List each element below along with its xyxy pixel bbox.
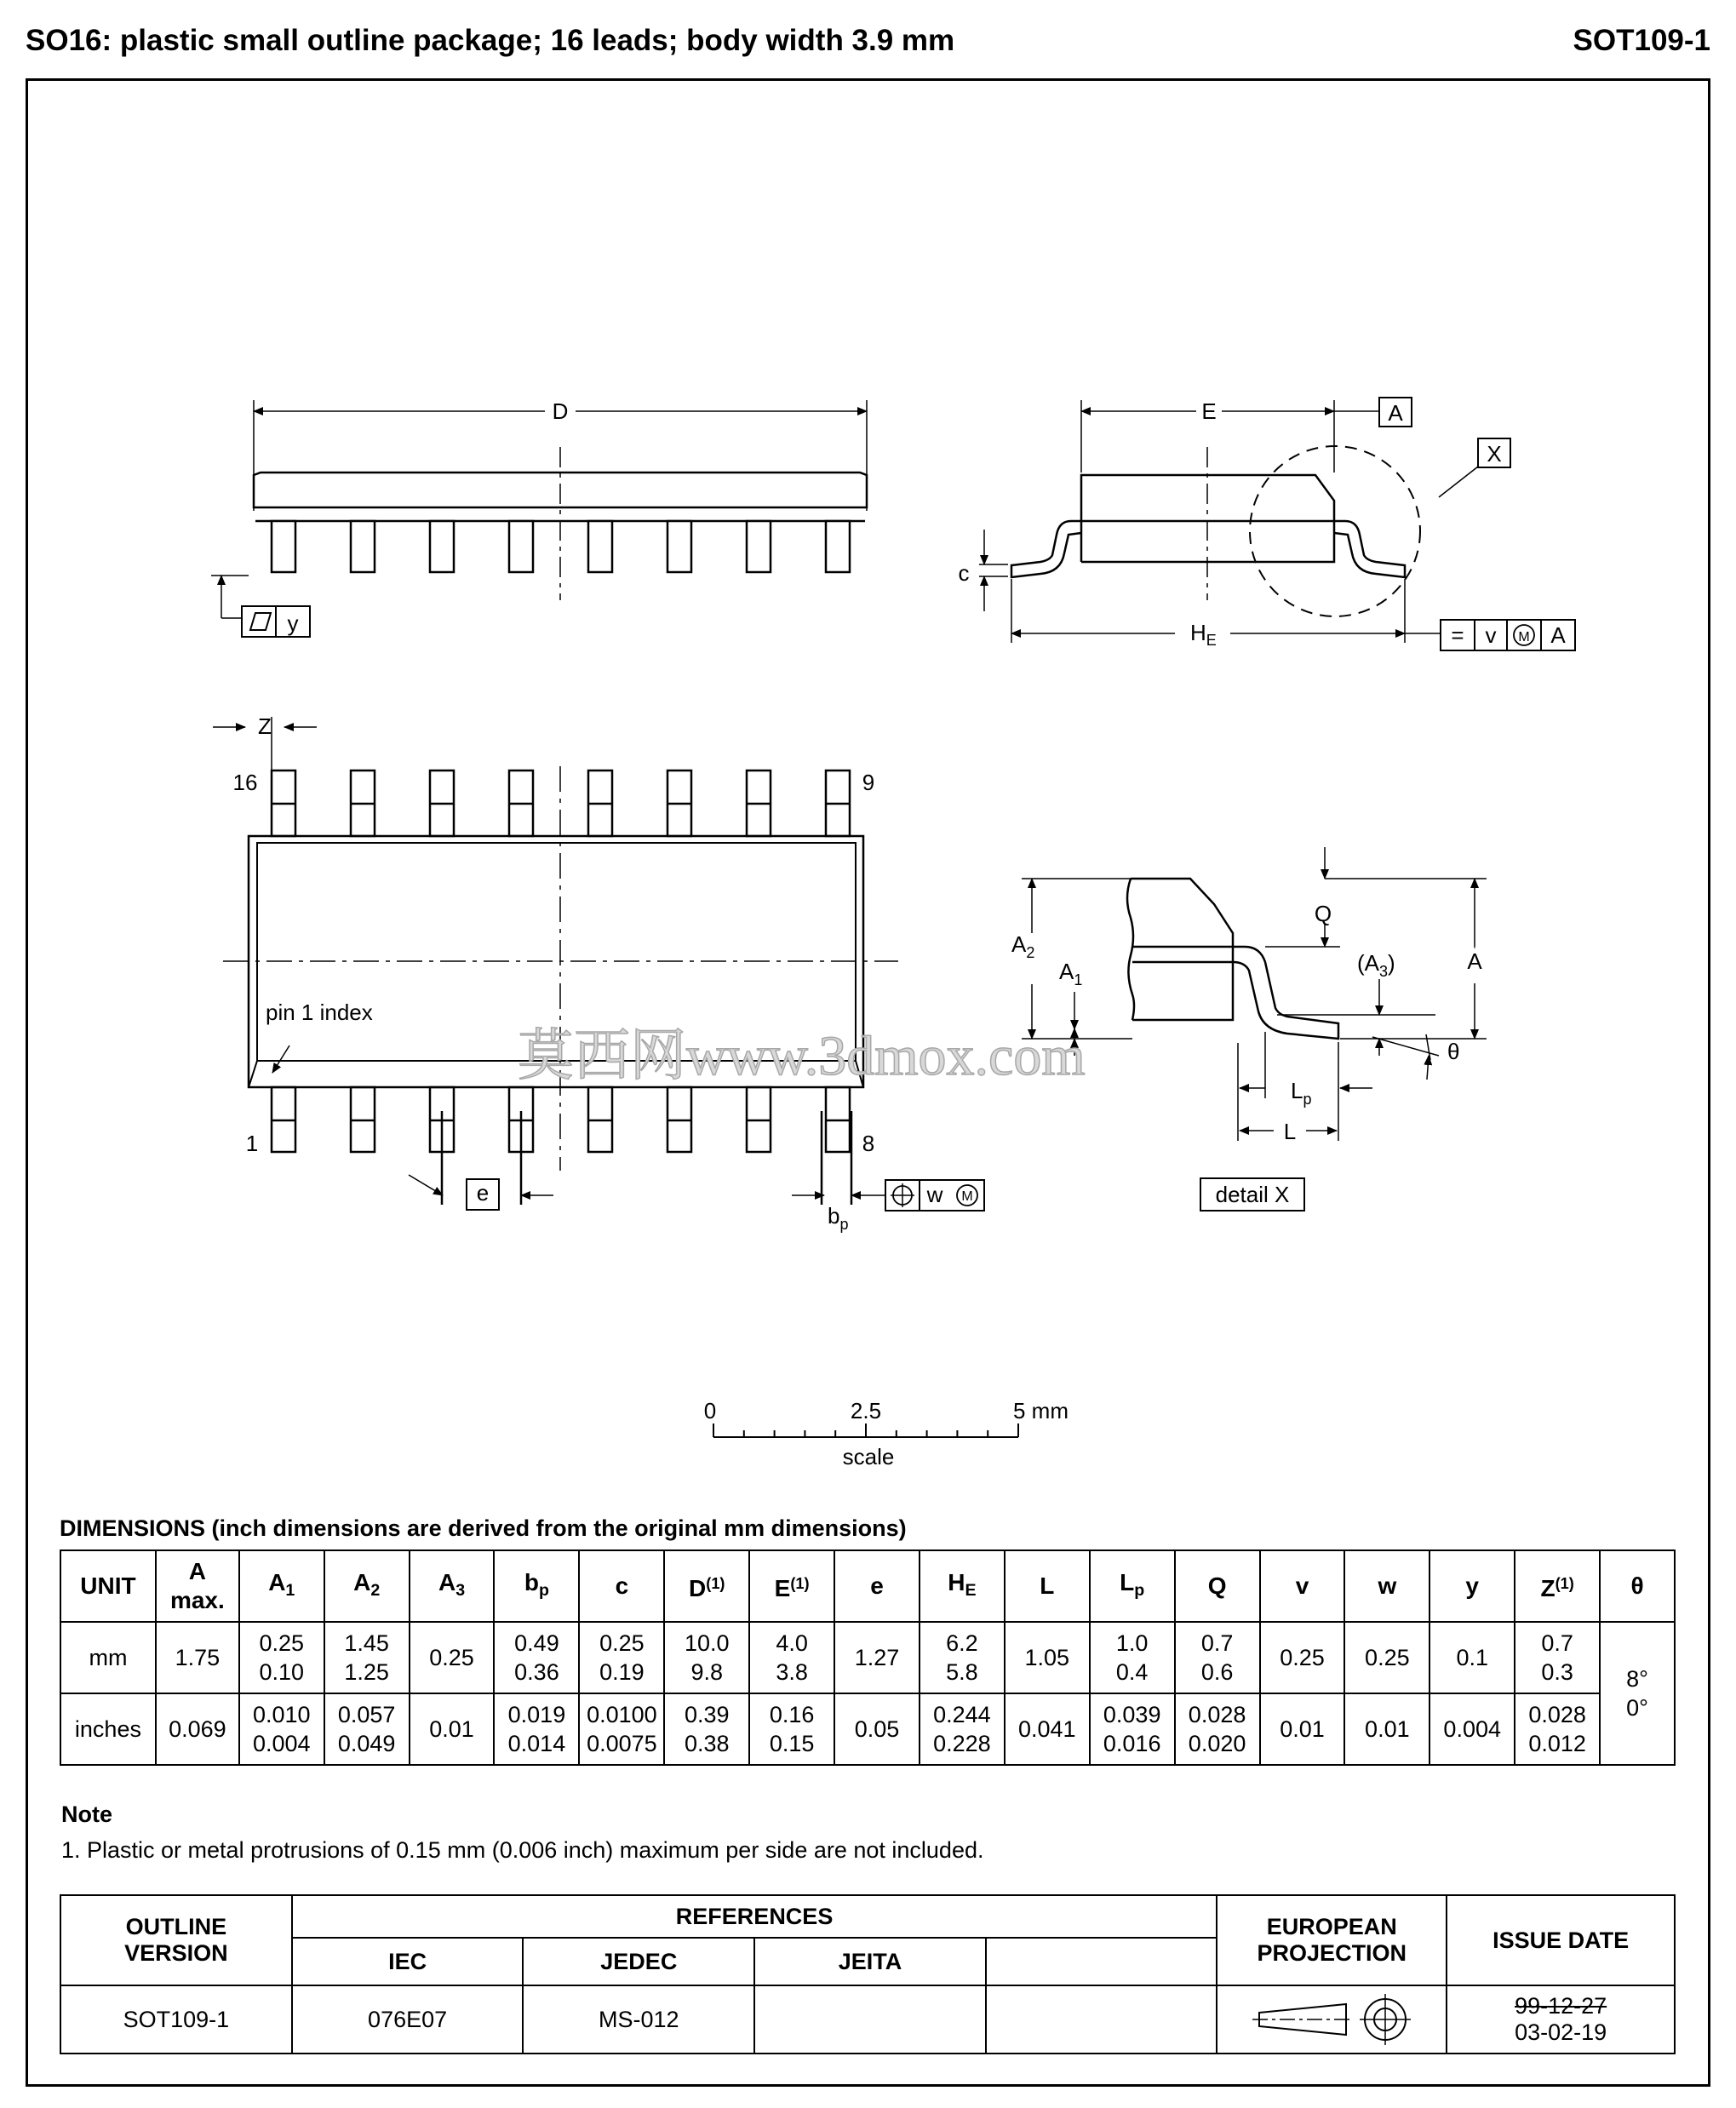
references-header: REFERENCES bbox=[292, 1895, 1217, 1938]
side-lead bbox=[588, 521, 612, 572]
dim-cell: 0.05 bbox=[834, 1693, 920, 1765]
dim-cell: 0.49 0.36 bbox=[494, 1622, 579, 1693]
jedec-header: JEDEC bbox=[523, 1938, 754, 1985]
detail-X-box-label: X bbox=[1487, 441, 1502, 467]
jeita-value bbox=[754, 1985, 986, 2054]
dim-cell: 0.01 bbox=[1344, 1693, 1429, 1765]
european-projection-symbol bbox=[1217, 1985, 1447, 2054]
end-view bbox=[979, 398, 1575, 650]
dim-header-15: w bbox=[1344, 1550, 1429, 1622]
scale-bar bbox=[713, 1423, 1018, 1437]
detail-x-label: detail X bbox=[1215, 1182, 1290, 1207]
scale-mid: 2.5 bbox=[850, 1398, 882, 1423]
v-frame-equal: = bbox=[1451, 622, 1464, 648]
dim-header-9: e bbox=[834, 1550, 920, 1622]
note-text: 1. Plastic or metal protrusions of 0.15 mm (0.006 inch) maximum per side are not included. bbox=[61, 1837, 984, 1863]
pin1-index-label: pin 1 index bbox=[266, 1000, 373, 1025]
reference-empty-value bbox=[986, 1985, 1217, 2054]
dim-cell: 0.01 bbox=[410, 1693, 495, 1765]
dim-cell: 0.028 0.012 bbox=[1515, 1693, 1600, 1765]
dim-cell: 1.05 bbox=[1005, 1622, 1090, 1693]
dim-cell: 0.16 0.15 bbox=[749, 1693, 834, 1765]
scale-zero: 0 bbox=[703, 1398, 717, 1423]
dim-D-label: D bbox=[552, 398, 569, 424]
projection-header: EUROPEAN PROJECTION bbox=[1217, 1895, 1447, 1985]
iec-value: 076E07 bbox=[292, 1985, 524, 2054]
v-frame-M: M bbox=[1518, 630, 1530, 644]
outline-version-value: SOT109-1 bbox=[60, 1985, 292, 2054]
dim-bp-label: $b_p$ bbox=[828, 1203, 849, 1233]
dimensions-title: DIMENSIONS (inch dimensions are derived from the original mm dimensions) bbox=[60, 1515, 907, 1541]
dim-Lp-label: $L_p$ bbox=[1291, 1078, 1312, 1108]
dim-unit: inches bbox=[60, 1693, 156, 1765]
side-lead bbox=[826, 521, 850, 572]
dim-cell: 1.27 bbox=[834, 1622, 920, 1693]
dim-row-0 bbox=[60, 1622, 1675, 1693]
dim-cell: 0.028 0.020 bbox=[1175, 1693, 1260, 1765]
dim-cell: 0.1 bbox=[1429, 1622, 1515, 1693]
side-lead bbox=[509, 521, 533, 572]
pin-1-label: 1 bbox=[245, 1131, 259, 1156]
jeita-header: JEITA bbox=[754, 1938, 986, 1985]
pitch-e-label: e bbox=[476, 1180, 490, 1206]
dim-Q-label: Q bbox=[1314, 901, 1332, 926]
dim-cell: 0.25 0.19 bbox=[579, 1622, 664, 1693]
v-frame-A: A bbox=[1550, 622, 1566, 648]
dim-theta-values: 8° 0° bbox=[1600, 1622, 1675, 1765]
dim-header-3: $A_2$ bbox=[324, 1550, 410, 1622]
dim-header-16: y bbox=[1429, 1550, 1515, 1622]
dim-cell: 0.244 0.228 bbox=[920, 1693, 1005, 1765]
dim-header-17: $Z^{(1)}$ bbox=[1515, 1550, 1600, 1622]
dim-cell: 0.004 bbox=[1429, 1693, 1515, 1765]
issue-date-value bbox=[1447, 1985, 1675, 2054]
dim-cell: 1.75 bbox=[156, 1622, 239, 1693]
dim-E-label: E bbox=[1201, 398, 1217, 424]
dim-header-6: c bbox=[579, 1550, 664, 1622]
dim-cell: 1.0 0.4 bbox=[1090, 1622, 1175, 1693]
dim-A1-label: $A_1$ bbox=[1059, 959, 1083, 988]
y-frame-label: y bbox=[287, 610, 299, 636]
side-lead bbox=[667, 521, 691, 572]
dim-header-11: L bbox=[1005, 1550, 1090, 1622]
dim-header-2: $A_1$ bbox=[239, 1550, 324, 1622]
dim-header-13: Q bbox=[1175, 1550, 1260, 1622]
note-heading: Note bbox=[61, 1802, 112, 1827]
w-frame-M: M bbox=[961, 1189, 973, 1204]
dim-cell: 0.25 0.10 bbox=[239, 1622, 324, 1693]
dim-header-18: θ bbox=[1600, 1550, 1675, 1622]
dimensions-header-row bbox=[60, 1550, 1675, 1622]
scale-end: 5 mm bbox=[1013, 1398, 1069, 1423]
side-lead bbox=[272, 521, 295, 572]
dim-header-0: UNIT bbox=[60, 1550, 156, 1622]
dim-cell: 0.25 bbox=[1344, 1622, 1429, 1693]
scale-label: scale bbox=[842, 1444, 895, 1469]
dim-header-8: $E^{(1)}$ bbox=[749, 1550, 834, 1622]
issue-date-header: ISSUE DATE bbox=[1447, 1895, 1675, 1985]
dim-header-1: A max. bbox=[156, 1550, 239, 1622]
dim-cell: 1.45 1.25 bbox=[324, 1622, 410, 1693]
side-lead bbox=[351, 521, 375, 572]
dim-cell: 0.7 0.3 bbox=[1515, 1622, 1600, 1693]
dim-header-4: $A_3$ bbox=[410, 1550, 495, 1622]
dim-header-14: v bbox=[1260, 1550, 1345, 1622]
angle-theta-label: θ bbox=[1447, 1039, 1460, 1064]
v-frame-v: v bbox=[1485, 622, 1497, 648]
pin-16-label: 16 bbox=[232, 770, 258, 795]
dim-L-label: L bbox=[1283, 1119, 1297, 1144]
dim-cell: 0.0100 0.0075 bbox=[579, 1693, 664, 1765]
dim-header-5: $b_p$ bbox=[494, 1550, 579, 1622]
iec-header: IEC bbox=[292, 1938, 524, 1985]
dim-cell: 0.7 0.6 bbox=[1175, 1622, 1260, 1693]
pin-8-label: 8 bbox=[862, 1131, 875, 1156]
dim-cell: 0.039 0.016 bbox=[1090, 1693, 1175, 1765]
datum-A-box-label: A bbox=[1388, 400, 1403, 426]
side-lead bbox=[430, 521, 454, 572]
issue-date-old: 99-12-27 bbox=[1515, 1993, 1607, 2019]
dim-cell: 0.25 bbox=[1260, 1622, 1345, 1693]
outline-version-header: OUTLINE VERSION bbox=[60, 1895, 292, 1985]
dim-cell: 0.25 bbox=[410, 1622, 495, 1693]
dim-A2-label: $A_2$ bbox=[1011, 931, 1035, 961]
dim-row-1 bbox=[60, 1693, 1675, 1765]
dim-A3-label: $(A_3)$ bbox=[1357, 950, 1395, 980]
document-title: SO16: plastic small outline package; 16 leads; body width 3.9 mm bbox=[26, 24, 955, 57]
dim-cell: 4.0 3.8 bbox=[749, 1622, 834, 1693]
package-code: SOT109-1 bbox=[1573, 24, 1710, 57]
dim-cell: 6.2 5.8 bbox=[920, 1622, 1005, 1693]
dim-cell: 10.0 9.8 bbox=[664, 1622, 749, 1693]
dim-cell: 0.019 0.014 bbox=[494, 1693, 579, 1765]
dim-HE-label: $H_E$ bbox=[1190, 620, 1217, 649]
side-lead bbox=[747, 521, 771, 572]
dim-cell: 0.01 bbox=[1260, 1693, 1345, 1765]
w-frame-w: w bbox=[926, 1182, 943, 1207]
dim-cell: 0.39 0.38 bbox=[664, 1693, 749, 1765]
reference-empty-header bbox=[986, 1938, 1217, 1985]
dim-cell: 0.069 bbox=[156, 1693, 239, 1765]
detail-x-view bbox=[1022, 847, 1487, 1211]
dim-unit: mm bbox=[60, 1622, 156, 1693]
dim-A-label: A bbox=[1467, 948, 1482, 974]
dim-cell: 0.041 bbox=[1005, 1693, 1090, 1765]
dim-Z-label: Z bbox=[258, 713, 272, 739]
dimensions-table bbox=[60, 1549, 1676, 1766]
references-table bbox=[60, 1894, 1676, 2054]
jedec-value: MS-012 bbox=[523, 1985, 754, 2054]
watermark: 莫西网www.3dmox.com bbox=[518, 1025, 1086, 1087]
pin-9-label: 9 bbox=[862, 770, 875, 795]
projection-icon bbox=[1251, 1994, 1412, 2045]
dim-header-7: $D^{(1)}$ bbox=[664, 1550, 749, 1622]
dim-header-12: $L_p$ bbox=[1090, 1550, 1175, 1622]
issue-date-new: 03-02-19 bbox=[1515, 2019, 1607, 2045]
dim-header-10: $H_E$ bbox=[920, 1550, 1005, 1622]
side-view bbox=[211, 400, 867, 637]
dim-cell: 0.010 0.004 bbox=[239, 1693, 324, 1765]
dim-c-label: c bbox=[958, 560, 970, 586]
dim-cell: 0.057 0.049 bbox=[324, 1693, 410, 1765]
